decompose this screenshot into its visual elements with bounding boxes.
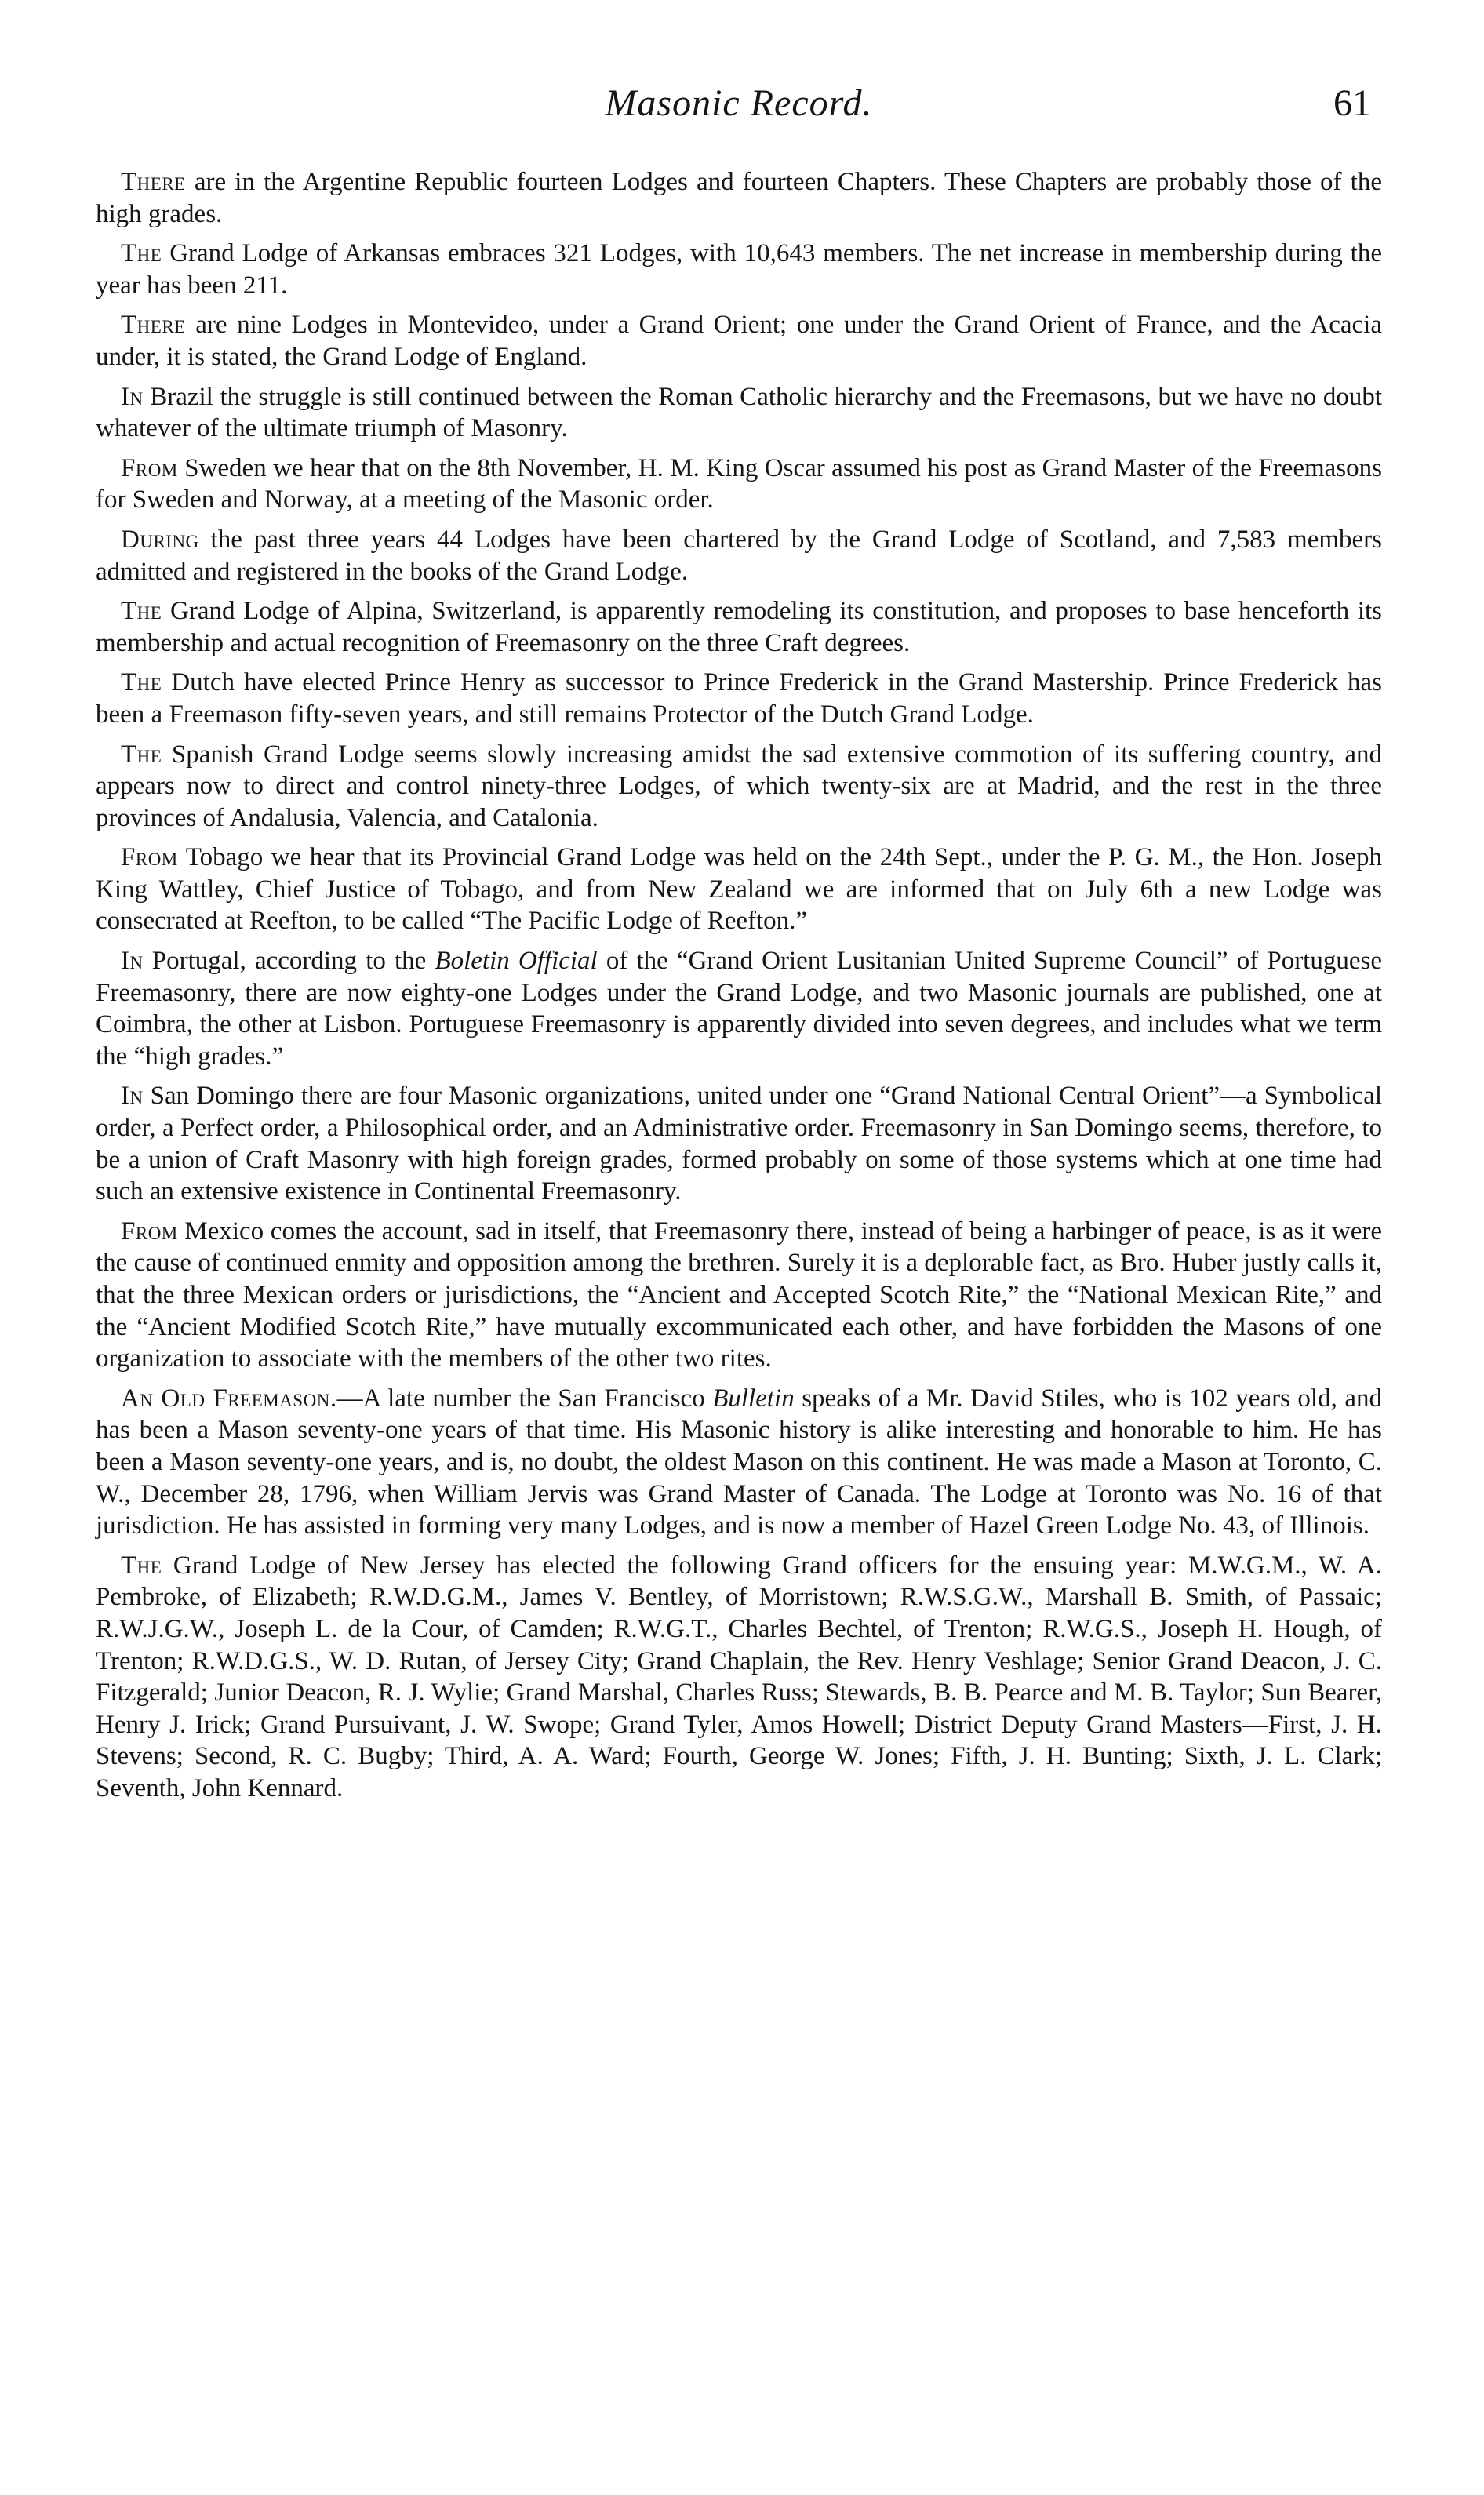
paragraph-lead: In (121, 947, 144, 976)
paragraph-lead: There (121, 311, 186, 340)
paragraph-text: Brazil the struggle is still continued between the Roman Catholic hierarchy and the Freemasons, but we have no doubt whatever of the ultimate triumph of Masonry. (96, 382, 1382, 443)
paragraph-lead: During (121, 525, 199, 554)
paragraph-lead: In (121, 1082, 144, 1111)
paragraph-portugal (96, 945, 1382, 1072)
paragraph-old-freemason (96, 1383, 1382, 1542)
paragraph-lead: The (121, 1551, 162, 1580)
paragraph-san-domingo (96, 1080, 1382, 1207)
paragraph-spanish (96, 739, 1382, 835)
paragraph-lead: The (121, 239, 162, 268)
paragraph-alpina (96, 595, 1382, 659)
paragraph-lead: The (121, 668, 162, 697)
paragraph-lead: From (121, 453, 178, 482)
paragraph-lead: In (121, 382, 144, 411)
paragraph-brazil (96, 381, 1382, 445)
paragraph-text: the past three years 44 Lodges have been chartered by the Grand Lodge of Scotland, and 7,583 members admitted and registered in the books of the Grand Lodge. (96, 525, 1382, 586)
paragraph-text: are nine Lodges in Montevideo, under a Grand Orient; one under the Grand Orient of France, and the Acacia under, it is stated, the Grand Lodge of England. (96, 311, 1382, 371)
paragraph-lead: An Old Freemason. (121, 1384, 337, 1413)
publication-title: Boletin Official (435, 947, 598, 976)
page-number: 61 (1333, 82, 1371, 124)
paragraph-lead: There (121, 168, 186, 196)
paragraph-lead: The (121, 740, 162, 769)
paragraph-lead: From (121, 1217, 178, 1246)
running-header (96, 72, 1382, 143)
paragraph-sweden (96, 453, 1382, 516)
paragraph-text: San Domingo there are four Masonic organizations, united under one “Grand National Central Orient”—a Symbolical order, a Perfect order, a Philosophical order, and an Administrative order. Freemasonry in San Domingo seems, therefore, to be a union of Craft Masonry with high foreign grades, formed probably on some of those systems which at one time had such an extensive existence in Continental Freemasonry. (96, 1082, 1382, 1206)
running-title: Masonic Record. (605, 82, 873, 124)
paragraph-new-jersey (96, 1550, 1382, 1805)
paragraph-text: Dutch have elected Prince Henry as successor to Prince Frederick in the Grand Mastership. Prince Frederick has been a Freemason fifty-seven years, and still remains Protector of the Dutch Grand Lodge. (96, 668, 1382, 729)
paragraph-lead: The (121, 597, 162, 626)
paragraph-text: —A late number the San Francisco (336, 1384, 713, 1413)
paragraph-text: Grand Lodge of New Jersey has elected the following Grand officers for the ensuing year: M.W.G.M., W. A. Pembroke, of Elizabeth; R.W.D.G.M., James V. Bentley, of Morristown; R.W.S.G.W., Marshall B. Smith, of Passaic; R.W.J.G.W., Joseph L. de la Cour, of Camden; R.W.G.T., Charles Bechtel, of Trenton; R.W.G.S., Joseph H. Hough, of Trenton; R.W.D.G.S., W. D. Rutan, of Jersey City; Grand Chaplain, the Rev. Henry Veshlage; Senior Grand Deacon, J. C. Fitzgerald; Junior Deacon, R. J. Wylie; Grand Marshal, Charles Russ; Stewards, B. B. Pearce and M. B. Taylor; Sun Bearer, Henry J. Irick; Grand Pursuivant, J. W. Swope; Grand Tyler, Amos Howell; District Deputy Grand Masters—First, J. H. Stevens; Second, R. C. Bugby; Third, A. A. Ward; Fourth, George W. Jones; Fifth, J. H. Bunting; Sixth, J. L. Clark; Seventh, John Kennard. (96, 1551, 1382, 1802)
paragraph-text: Spanish Grand Lodge seems slowly increasing amidst the sad extensive commotion of its suffering country, and appears now to direct and control ninety-three Lodges, of which twenty-six are at Madrid, and the rest in the three provinces of Andalusia, Valencia, and Catalonia. (96, 740, 1382, 832)
book-page (96, 72, 1382, 2464)
paragraph-text: Grand Lodge of Alpina, Switzerland, is apparently remodeling its constitution, and proposes to base henceforth its membership and actual recognition of Freemasonry on the three Craft degrees. (96, 597, 1382, 657)
paragraph-arkansas (96, 238, 1382, 301)
paragraph-text: Sweden we hear that on the 8th November, H. M. King Oscar assumed his post as Grand Master of the Freemasons for Sweden and Norway, at a meeting of the Masonic order. (96, 453, 1382, 515)
paragraph-mexico (96, 1216, 1382, 1375)
paragraph-text: speaks of a Mr. David Stiles, who is 102 years old, and has been a Mason seventy-one years of that time. His Masonic history is alike interesting and honorable to him. He has been a Mason seventy-one years, and is, no doubt, the oldest Mason on this continent. He was made a Mason at Toronto, C. W., December 28, 1796, when William Jervis was Grand Master of Canada. The Lodge at Toronto was No. 16 of that jurisdiction. He has assisted in forming very many Lodges, and is now a member of Hazel Green Lodge No. 43, of Illinois. (96, 1384, 1383, 1540)
paragraph-text: Grand Lodge of Arkansas embraces 321 Lodges, with 10,643 members. The net increase in membership during the year has been 211. (96, 239, 1382, 300)
paragraph-text: Portugal, according to the (143, 947, 435, 976)
paragraph-text: Mexico comes the account, sad in itself, that Freemasonry there, instead of being a harbinger of peace, is as it were the cause of continued enmity and opposition among the brethren. Surely it is a deplorable fact, as Bro. Huber justly calls it, that the three Mexican orders or jurisdictions, the “Ancient and Accepted Scotch Rite,” the “National Mexican Rite,” and the “Ancient Modified Scotch Rite,” have mutually excommunicated each other, and have forbidden the Masons of one organization to associate with the members of the other two rites. (96, 1217, 1382, 1373)
paragraph-scotland (96, 524, 1382, 587)
paragraph-text: are in the Argentine Republic fourteen Lodges and fourteen Chapters. These Chapters are probably those of the high grades. (96, 168, 1382, 228)
publication-title: Bulletin (712, 1384, 795, 1413)
paragraph-tobago (96, 842, 1382, 937)
body-text (96, 166, 1382, 1805)
paragraph-text: Tobago we hear that its Provincial Grand Lodge was held on the 24th Sept., under the P. G. M., the Hon. Joseph King Wattley, Chief Justice of Tobago, and from New Zealand we are informed that on July 6th a new Lodge was consecrated at Reefton, to be called “The Pacific Lodge of Reefton.” (96, 843, 1382, 936)
paragraph-argentine (96, 166, 1382, 230)
paragraph-text: of the “Grand Orient Lusitanian United Supreme Council” of Portuguese Freemasonry, there are now eighty-one Lodges under the Grand Lodge, and two Masonic journals are published, one at Coimbra, the other at Lisbon. Portuguese Freemasonry is apparently divided into seven degrees, and includes what we term the “high grades.” (96, 947, 1382, 1071)
paragraph-dutch (96, 667, 1382, 730)
paragraph-lead: From (121, 843, 178, 872)
paragraph-montevideo (96, 309, 1382, 373)
